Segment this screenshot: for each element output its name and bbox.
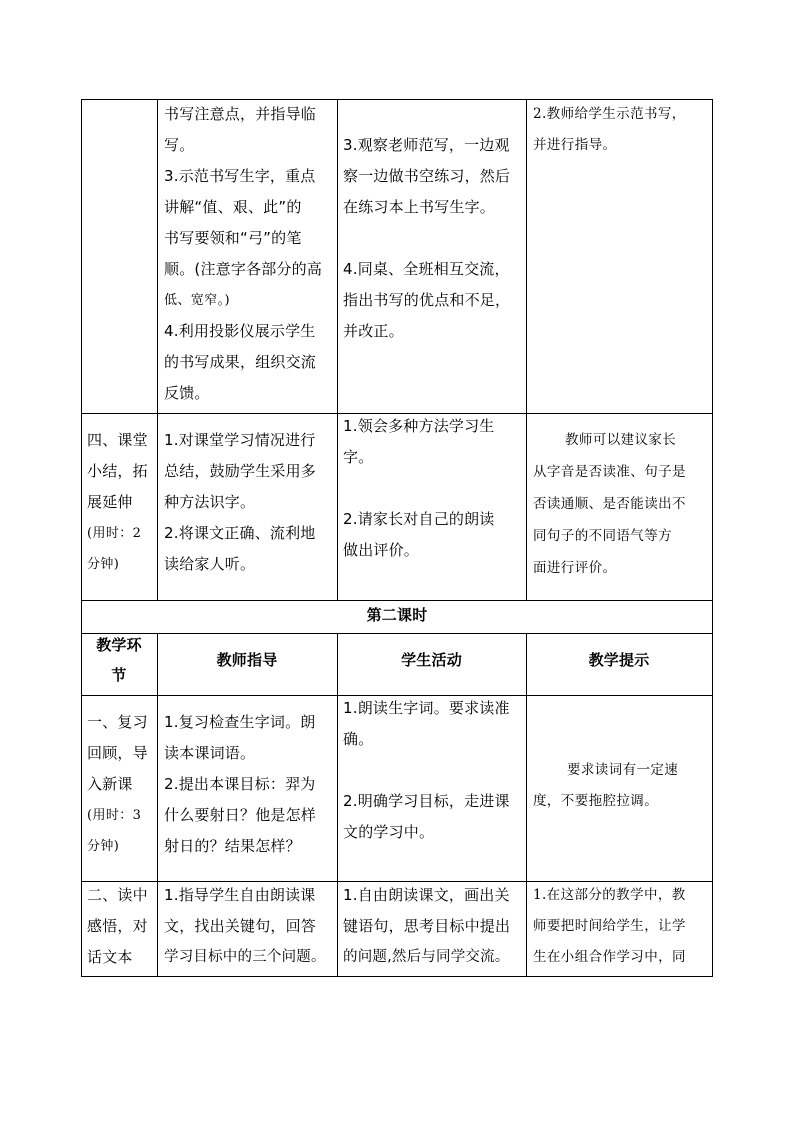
student-line: 1.自由朗读课文，画出关 <box>343 886 510 904</box>
table-bottom-border <box>81 976 713 977</box>
student-line: 1.朗读生字词。要求读准 <box>343 699 510 717</box>
column-divider <box>157 633 158 977</box>
teacher-line: 3.示范书写生字，重点 <box>164 167 316 185</box>
stage-line: 回顾，导 <box>87 744 148 762</box>
student-line: 字。 <box>343 448 374 466</box>
row-divider <box>81 633 713 634</box>
student-line: 3.观察老师范写，一边观 <box>343 136 510 154</box>
header-stage-line: 节 <box>111 666 127 684</box>
section-title: 第二课时 <box>366 606 428 624</box>
student-line: 并改正。 <box>343 322 404 340</box>
duration-line: 分钟) <box>87 557 120 572</box>
teacher-line: 书写注意点，并指导临 <box>164 105 317 123</box>
column-divider <box>526 633 527 977</box>
tips-line: 要求读词有一定速 <box>567 762 679 778</box>
tips-line: 并进行指导。 <box>533 137 617 153</box>
teacher-line: 的书写成果，组织交流 <box>164 353 317 371</box>
stage-line: 小结，拓 <box>87 462 148 480</box>
student-line: 2.明确学习目标，走进课 <box>343 792 510 810</box>
tips-line: 从字音是否读准、句子是 <box>533 464 686 480</box>
header-teacher: 教师指导 <box>216 651 278 669</box>
tips-line: 教师可以建议家长 <box>565 432 677 448</box>
teacher-line: 反馈。 <box>164 384 210 402</box>
stage-line: 展延伸 <box>87 493 133 511</box>
teacher-line: 种方法识字。 <box>164 493 256 511</box>
teacher-line: 文，找出关键句，回答 <box>164 917 317 935</box>
student-line: 指出书写的优点和不足， <box>343 291 511 309</box>
student-line: 在练习本上书写生字。 <box>343 198 496 216</box>
teacher-line: 总结，鼓励学生采用多 <box>164 462 317 480</box>
duration-line: 分钟) <box>87 839 120 854</box>
student-line: 2.请家长对自己的朗读 <box>343 510 495 528</box>
student-line: 察一边做书空练习，然后 <box>343 167 511 185</box>
teacher-line: 4.利用投影仪展示学生 <box>164 322 316 340</box>
duration-line: (用时：3 <box>87 808 142 823</box>
column-divider <box>157 99 158 601</box>
stage-line: 一、复习 <box>87 713 148 731</box>
teacher-line-text: 顺。(注意字各部分的高 <box>164 260 323 278</box>
tips-line: 2.教师给学生示范书写， <box>533 106 686 122</box>
teacher-line: 低、宽窄。) <box>164 293 230 308</box>
teacher-line: 读本课词语。 <box>164 744 256 762</box>
header-stage-line: 教学环 <box>96 636 142 654</box>
student-line: 确。 <box>343 730 374 748</box>
tips-line: 度，不要拖腔拉调。 <box>533 793 659 809</box>
header-tips: 教学提示 <box>588 651 650 669</box>
teacher-line <box>164 254 322 284</box>
student-line: 的问题,然后与同学交流。 <box>343 949 510 965</box>
student-line: 1.领会多种方法学习生 <box>343 417 495 435</box>
stage-line: 话文本 <box>87 948 133 966</box>
tips-line: 同句子的不同语气等方 <box>533 528 672 544</box>
tips-line: 师要把时间给学生，让学 <box>533 918 686 934</box>
duration-line: (用时：2 <box>87 526 142 541</box>
teacher-line: 什么要射日？他是怎样 <box>164 806 317 824</box>
teacher-line: 射日的？结果怎样？ <box>164 837 301 855</box>
tips-line: 面进行评价。 <box>533 560 617 576</box>
teacher-line: 读给家人听。 <box>164 555 256 573</box>
stage-line: 入新课 <box>87 775 133 793</box>
column-divider <box>526 99 527 601</box>
stage-line: 感悟，对 <box>87 917 148 935</box>
teacher-line: 2.将课文正确、流利地 <box>164 524 316 542</box>
tips-line: 1.在这部分的教学中，教 <box>533 887 686 903</box>
teacher-line: 1.复习检查生字词。朗 <box>164 713 316 731</box>
table-right-border <box>712 99 713 977</box>
table-left-border <box>81 99 82 977</box>
teacher-line: 1.对课堂学习情况进行 <box>164 431 316 449</box>
student-line: 文的学习中。 <box>343 823 435 841</box>
tips-line: 否读通顺、是否能读出不 <box>533 496 686 512</box>
student-line: 4.同桌、全班相互交流， <box>343 260 510 278</box>
teacher-line: 1.指导学生自由朗读课 <box>164 886 316 904</box>
stage-line: 二、读中 <box>87 886 148 904</box>
teacher-line: 讲解“值、艰、此”的 <box>164 198 302 216</box>
teacher-line: 学习目标中的三个问题。 <box>164 949 326 965</box>
header-student: 学生活动 <box>401 651 462 669</box>
column-divider <box>337 633 338 977</box>
tips-line: 生在小组合作学习中，同 <box>533 949 686 965</box>
teacher-line: 2.提出本课目标：羿为 <box>164 775 316 793</box>
column-divider <box>337 99 338 601</box>
teacher-line: 书写要领和“弓”的笔 <box>164 229 302 247</box>
stage-line: 四、课堂 <box>87 431 148 449</box>
student-line: 做出评价。 <box>343 541 420 559</box>
student-line: 键语句，思考目标中提出 <box>343 917 511 935</box>
teacher-line: 写。 <box>164 136 195 154</box>
